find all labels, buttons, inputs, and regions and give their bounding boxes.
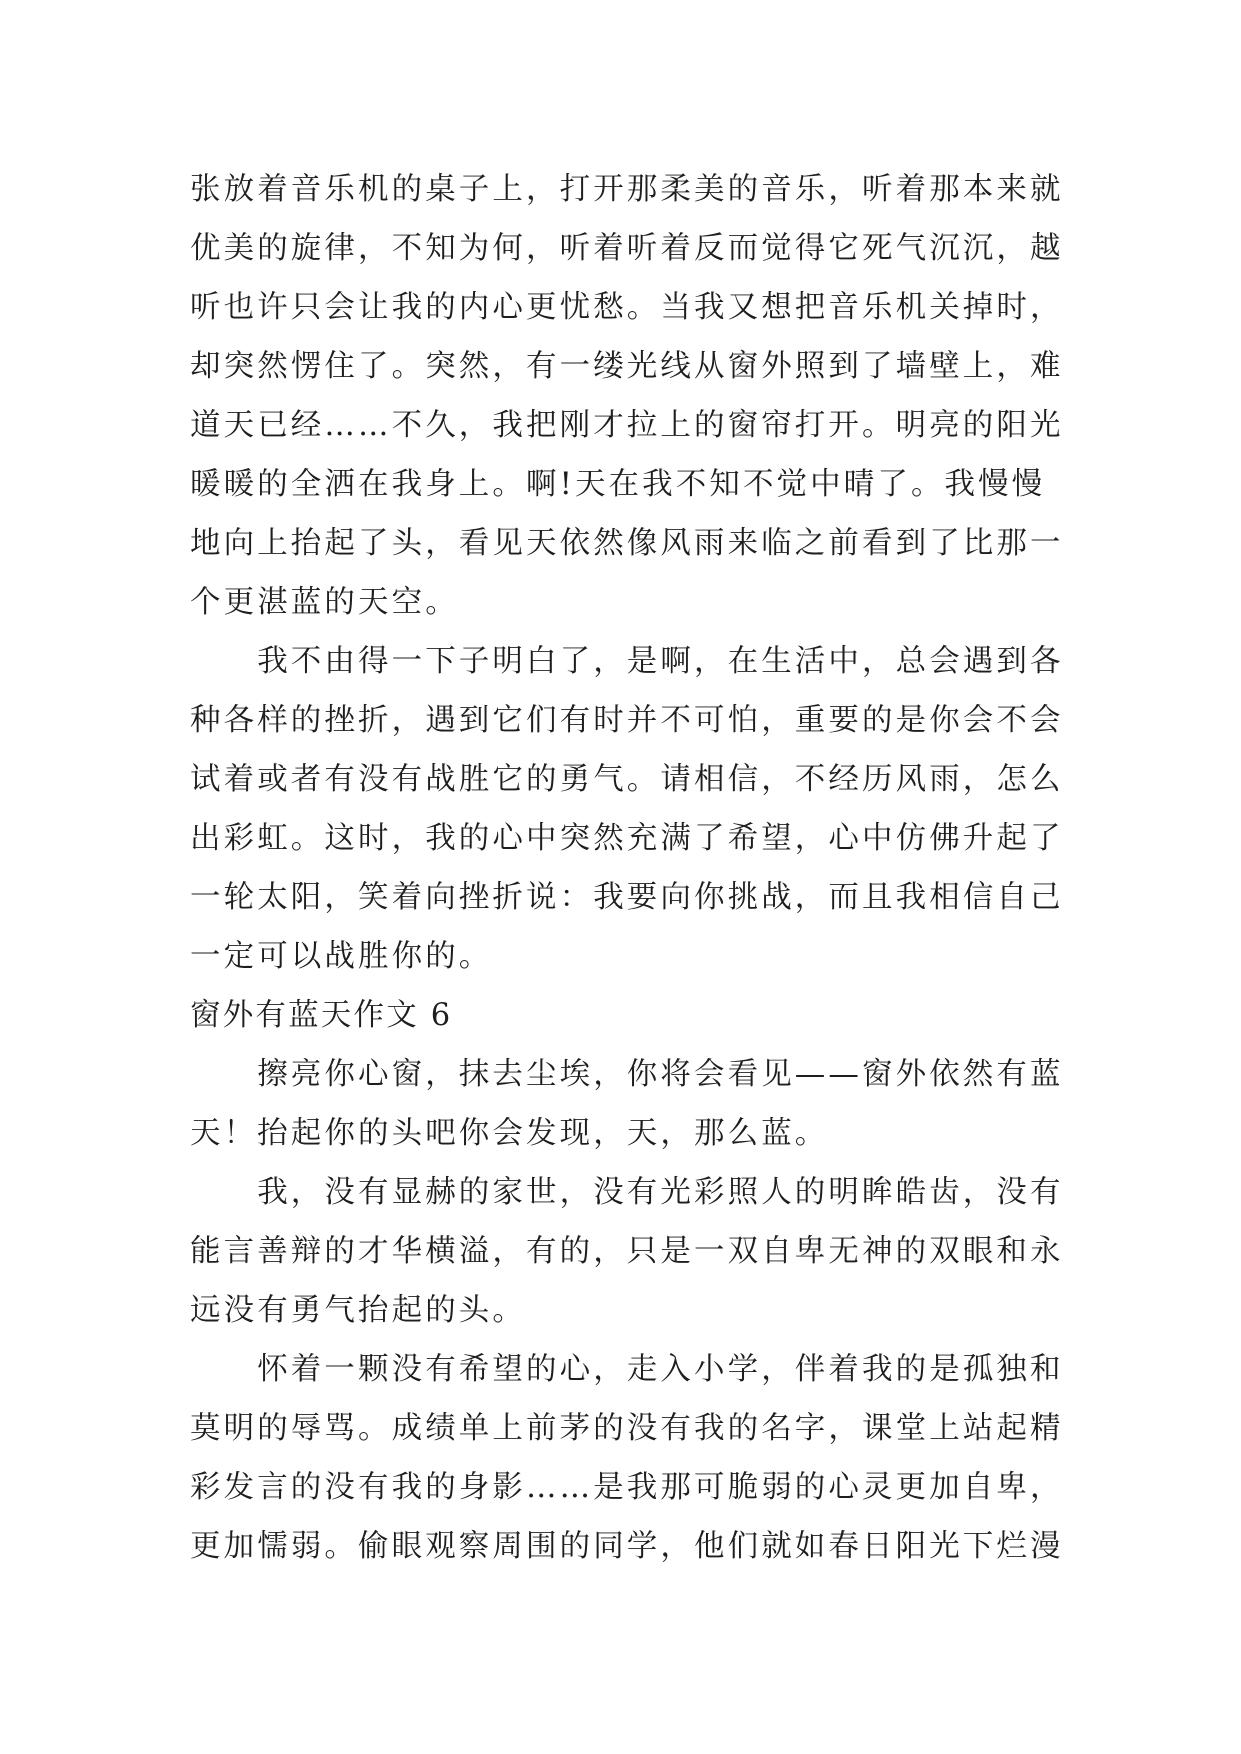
text-line: 一轮太阳，笑着向挫折说：我要向你挑战，而且我相信自己: [190, 880, 1064, 915]
text-line: 暖暖的全洒在我身上。啊!天在我不知不觉中晴了。我慢慢: [190, 467, 1046, 502]
text-line: 种各样的挫折，遇到它们有时并不可怕，重要的是你会不会: [190, 703, 1064, 738]
text-line: 能言善辩的才华横溢，有的，只是一双自卑无神的双眼和永: [190, 1234, 1064, 1269]
text-line: 试着或者有没有战胜它的勇气。请相信，不经历风雨，怎么: [190, 762, 1064, 797]
text-line: 远没有勇气抬起的头。: [190, 1293, 526, 1328]
text-line: 莫明的辱骂。成绩单上前茅的没有我的名字，课堂上站起精: [190, 1411, 1064, 1446]
text-line: 天！抬起你的头吧你会发现，天，那么蓝。: [190, 1116, 829, 1151]
text-line: 却突然愣住了。突然，有一缕光线从窗外照到了墙壁上，难: [190, 349, 1064, 384]
text-line: 更加懦弱。偷眼观察周围的同学，他们就如春日阳光下烂漫: [190, 1529, 1064, 1564]
text-line: 我不由得一下子明白了，是啊，在生活中，总会遇到各: [190, 644, 1064, 679]
text-line: 优美的旋律，不知为何，听着听着反而觉得它死气沉沉，越: [190, 231, 1064, 266]
text-line: 一定可以战胜你的。: [190, 939, 493, 974]
text-line: 擦亮你心窗，抹去尘埃，你将会看见——窗外依然有蓝: [190, 1057, 1064, 1092]
text-line: 彩发言的没有我的身影……是我那可脆弱的心灵更加自卑，: [190, 1470, 1064, 1505]
text-line: 我，没有显赫的家世，没有光彩照人的明眸皓齿，没有: [190, 1175, 1064, 1210]
text-line: 怀着一颗没有希望的心，走入小学，伴着我的是孤独和: [190, 1352, 1064, 1387]
text-line: 出彩虹。这时，我的心中突然充满了希望，心中仿佛升起了: [190, 821, 1064, 856]
text-line: 张放着音乐机的桌子上，打开那柔美的音乐，听着那本来就: [190, 172, 1064, 207]
text-line: 个更湛蓝的天空。: [190, 585, 459, 620]
body-text: [190, 160, 1070, 1576]
text-line: 听也许只会让我的内心更忧愁。当我又想把音乐机关掉时，: [190, 290, 1064, 325]
text-line: 道天已经……不久，我把刚才拉上的窗帘打开。明亮的阳光: [190, 408, 1064, 443]
section-heading: 窗外有蓝天作文 6: [190, 998, 453, 1033]
text-line: 地向上抬起了头，看见天依然像风雨来临之前看到了比那一: [190, 526, 1064, 561]
